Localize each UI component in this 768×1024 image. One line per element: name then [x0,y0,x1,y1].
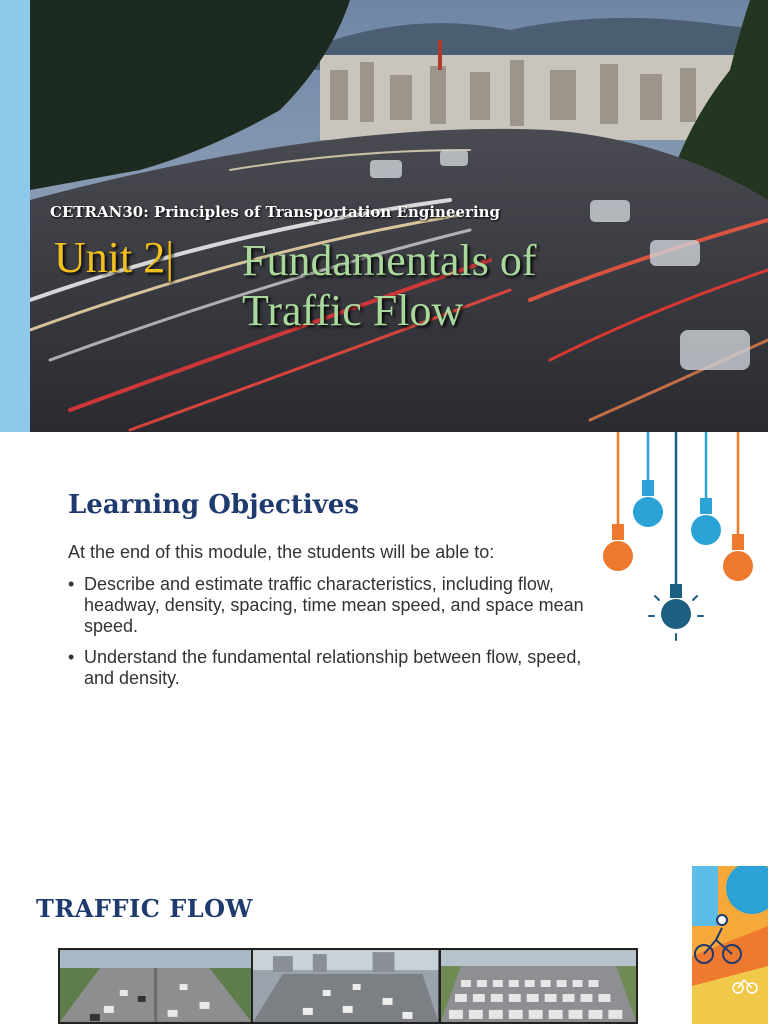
cyclist-illustration [692,866,768,1024]
objective-item: • Describe and estimate traffic characteristics, including flow, headway, density, spacing, time mean speed, and space mean speed. [68,574,608,637]
unit-title [242,236,537,336]
course-title: CETRAN30: Principles of Transportation Engineering [50,203,501,221]
traffic-photo-strip [58,948,638,1024]
traffic-flow-slide [0,864,768,1024]
objectives-list [68,574,608,699]
traffic-photo-free-flow [60,950,251,1022]
title-slide [0,0,768,432]
lightbulb-icon [633,432,663,527]
unit-label: Unit 2| [54,233,175,282]
objective-item: • Understand the fundamental relationship between flow, speed, and density. [68,647,608,689]
traffic-photo-moderate [253,950,438,1022]
learning-objectives-slide [0,432,768,864]
traffic-photo-congested [441,950,636,1022]
unit-title-line1: Fundamentals of [242,236,537,285]
lightbulb-icon [603,432,633,571]
lightbulb-icon [723,432,753,581]
slide-accent-bar [0,0,30,432]
lightbulb-icon [691,432,721,545]
learning-objectives-heading: Learning Objectives [68,490,360,520]
traffic-flow-heading: TRAFFIC FLOW [36,894,253,923]
learning-objectives-intro: At the end of this module, the students will be able to: [68,542,495,562]
unit-title-line2: Traffic Flow [242,286,464,335]
hanging-lightbulbs-decoration [598,432,768,652]
